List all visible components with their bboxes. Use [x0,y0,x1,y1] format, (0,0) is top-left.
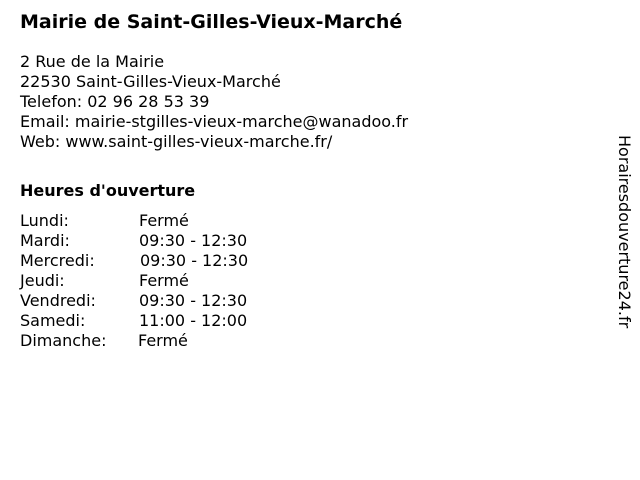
day-label: Samedi: [20,311,86,330]
hours-row-vendredi [20,291,600,311]
website-address: Web: www.saint-gilles-vieux-marche.fr/ [20,132,333,151]
email-address: Email: mairie-stgilles-vieux-marche@wanadoo.fr [20,112,409,131]
day-hours: Fermé [139,271,189,290]
brand-watermark: Horairesdouverture24.fr [615,135,634,329]
opening-hours-card [20,10,600,351]
day-hours: 09:30 - 12:30 [140,251,249,270]
day-hours: 09:30 - 12:30 [139,291,248,310]
hours-row-dimanche [20,331,600,351]
street-address: 2 Rue de la Mairie [20,52,165,71]
day-hours: 11:00 - 12:00 [139,311,248,330]
day-label: Vendredi: [20,291,96,310]
day-hours: 09:30 - 12:30 [139,231,248,250]
hours-row-samedi [20,311,600,331]
day-label: Mardi: [20,231,70,250]
hours-heading: Heures d'ouverture [20,181,196,200]
hours-row-lundi [20,211,600,231]
hours-table [20,211,600,351]
day-label: Mercredi: [20,251,95,270]
hours-row-jeudi [20,271,600,291]
phone-number: Telefon: 02 96 28 53 39 [20,92,210,111]
day-hours: Fermé [138,331,188,350]
hours-row-mardi [20,231,600,251]
address-block [20,52,600,152]
page-title: Mairie de Saint-Gilles-Vieux-Marché [20,11,403,33]
hours-row-mercredi [20,251,600,271]
day-label: Dimanche: [20,331,107,350]
city-address: 22530 Saint-Gilles-Vieux-Marché [20,72,281,91]
day-label: Lundi: [20,211,69,230]
day-hours: Fermé [139,211,189,230]
day-label: Jeudi: [20,271,65,290]
